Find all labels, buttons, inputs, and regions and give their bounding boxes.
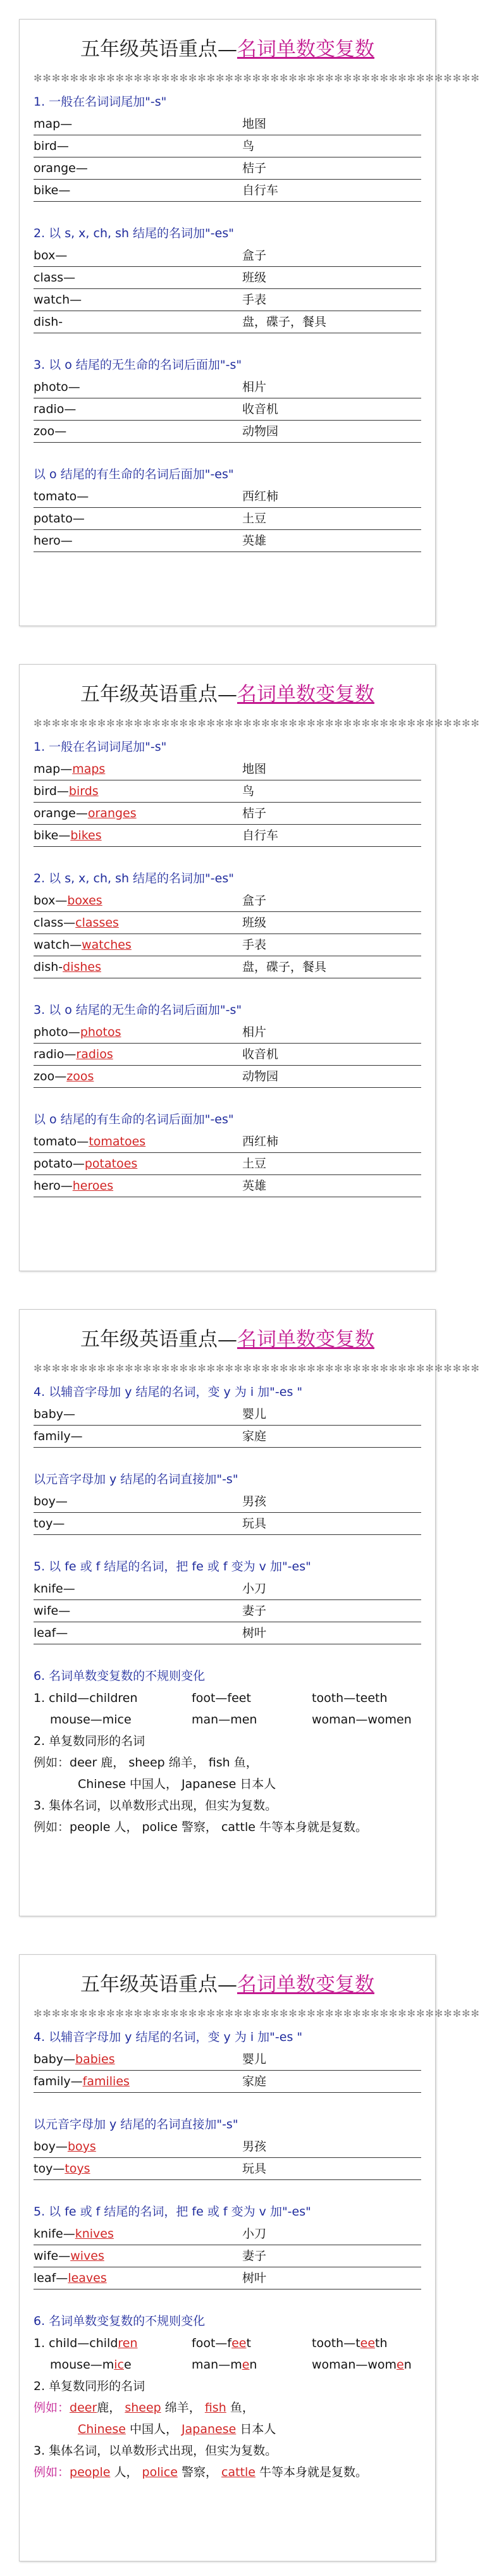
list-item: dish-dishes 盘，碟子，餐具 — [34, 956, 421, 978]
list-item: bird— 鸟 — [34, 135, 421, 157]
list-item: zoo—zoos 动物园 — [34, 1066, 421, 1088]
star-divider: ✻✻✻✻✻✻✻✻✻✻✻✻✻✻✻✻✻✻✻✻✻✻✻✻✻✻✻✻✻✻✻✻✻✻✻✻✻✻✻✻✻✻✻✻✻✻✻✻✻ — [34, 717, 480, 729]
answer: oranges — [87, 806, 137, 820]
example-line: 例如：people 人， police 警察， cattle 牛等本身就是复数。 — [34, 1820, 367, 1834]
star-divider: ✻✻✻✻✻✻✻✻✻✻✻✻✻✻✻✻✻✻✻✻✻✻✻✻✻✻✻✻✻✻✻✻✻✻✻✻✻✻✻✻✻✻✻✻✻✻✻✻✻ — [34, 72, 480, 84]
answer: zoos — [66, 1069, 94, 1083]
section-heading: 3. 以 o 结尾的无生命的名词后面加"-s" — [34, 1003, 242, 1017]
answer: birds — [68, 784, 99, 798]
answer: maps — [72, 762, 106, 776]
list-item: class—classes 班级 — [34, 912, 421, 934]
list-item: watch— 手表 — [34, 289, 421, 311]
section-heading: 4. 以辅音字母加 y 结尾的名词，变 y 为 i 加"-es " — [34, 1385, 303, 1399]
example-line: 例如：people 人， police 警察， cattle 牛等本身就是复数。 — [34, 2465, 368, 2479]
list-item: wife— 妻子 — [34, 1600, 421, 1622]
page-title: 五年级英语重点—名词单数变复数 — [80, 1328, 374, 1351]
answer: boys — [67, 2140, 96, 2154]
irregular-line: 3. 集体名词，以单数形式出现，但实为复数。 — [34, 1799, 278, 1813]
list-item: bike—bikes 自行车 — [34, 825, 421, 847]
example-line: 例如：deer 鹿， sheep 绵羊， fish 鱼， — [34, 1756, 258, 1770]
worksheet-page-2-answers — [19, 1954, 480, 2561]
list-item: toy— 玩具 — [34, 1513, 421, 1535]
worksheet-page-1 — [19, 19, 480, 626]
list-item: orange— 桔子 — [34, 157, 421, 180]
worksheet-page-1-answers — [19, 664, 480, 1271]
section-heading: 1. 一般在名词词尾加"-s" — [34, 740, 167, 754]
section-heading: 1. 一般在名词词尾加"-s" — [34, 95, 167, 109]
page-title: 五年级英语重点—名词单数变复数 — [80, 38, 374, 61]
section-heading: 以元音字母加 y 结尾的名词直接加"-s" — [34, 1472, 238, 1486]
list-item: box— 盒子 — [34, 245, 421, 267]
answer: potatoes — [84, 1157, 138, 1171]
answer: toys — [65, 2162, 90, 2176]
section-heading: 以 o 结尾的有生命的名词后面加"-es" — [34, 467, 234, 481]
irregular-line: mouse—mice man—men woman—women — [50, 2358, 412, 2372]
list-item: bird—birds 鸟 — [34, 780, 421, 803]
list-item: knife—knives 小刀 — [34, 2223, 421, 2245]
list-item: bike— 自行车 — [34, 180, 421, 202]
section-heading: 3. 以 o 结尾的无生命的名词后面加"-s" — [34, 358, 242, 372]
list-item: boy— 男孩 — [34, 1491, 421, 1513]
answer: boxes — [67, 894, 102, 908]
list-item: leaf—leaves 树叶 — [34, 2267, 421, 2289]
list-item: zoo— 动物园 — [34, 421, 421, 443]
answer: photos — [80, 1025, 121, 1039]
list-item: potato— 土豆 — [34, 508, 421, 530]
answer: leaves — [68, 2271, 107, 2285]
list-item: toy—toys 玩具 — [34, 2158, 421, 2180]
answer: tomatoes — [89, 1135, 146, 1149]
answer: babies — [75, 2052, 115, 2066]
list-item: radio—radios 收音机 — [34, 1044, 421, 1066]
example-line: Chinese 中国人， Japanese 日本人 — [78, 1777, 276, 1791]
list-item: tomato—tomatoes 西红柿 — [34, 1131, 421, 1153]
irregular-line: mouse—mice man—men woman—women — [50, 1713, 412, 1727]
section-heading: 6. 名词单数变复数的不规则变化 — [34, 1669, 206, 1683]
worksheet-page-2 — [19, 1309, 480, 1916]
answer: watches — [82, 938, 132, 952]
list-item: baby— 婴儿 — [34, 1403, 421, 1426]
list-item: tomato— 西红柿 — [34, 486, 421, 508]
example-line: Chinese 中国人， Japanese 日本人 — [78, 2422, 276, 2436]
star-divider: ✻✻✻✻✻✻✻✻✻✻✻✻✻✻✻✻✻✻✻✻✻✻✻✻✻✻✻✻✻✻✻✻✻✻✻✻✻✻✻✻✻✻✻✻✻✻✻✻✻ — [34, 2007, 480, 2019]
answer: families — [82, 2074, 130, 2088]
answer: radios — [76, 1047, 113, 1061]
list-item: orange—oranges 桔子 — [34, 803, 421, 825]
section-heading: 6. 名词单数变复数的不规则变化 — [34, 2314, 206, 2328]
answer: heroes — [72, 1179, 114, 1193]
irregular-line: 2. 单复数同形的名词 — [34, 1734, 145, 1748]
list-item: family— 家庭 — [34, 1426, 421, 1448]
list-item: map— 地图 — [34, 113, 421, 135]
section-heading: 5. 以 fe 或 f 结尾的名词，把 fe 或 f 变为 v 加"-es" — [34, 1560, 311, 1574]
list-item: potato—potatoes 土豆 — [34, 1153, 421, 1175]
list-item: radio— 收音机 — [34, 398, 421, 421]
list-item: wife—wives 妻子 — [34, 2245, 421, 2267]
list-item: map—maps 地图 — [34, 758, 421, 780]
example-line: 例如：deer鹿， sheep 绵羊， fish 鱼， — [34, 2401, 254, 2415]
list-item: family—families 家庭 — [34, 2071, 421, 2093]
list-item: class— 班级 — [34, 267, 421, 289]
list-item: boy—boys 男孩 — [34, 2136, 421, 2158]
answer: dishes — [63, 960, 102, 974]
section-heading: 2. 以 s, x, ch, sh 结尾的名词加"-es" — [34, 872, 234, 885]
list-item: box—boxes 盒子 — [34, 890, 421, 912]
page-title: 五年级英语重点—名词单数变复数 — [80, 683, 374, 706]
list-item: leaf— 树叶 — [34, 1622, 421, 1644]
list-item: photo—photos 相片 — [34, 1021, 421, 1044]
answer: bikes — [70, 829, 102, 842]
list-item: photo— 相片 — [34, 376, 421, 398]
list-item: hero—heroes 英雄 — [34, 1175, 421, 1197]
section-heading: 4. 以辅音字母加 y 结尾的名词，变 y 为 i 加"-es " — [34, 2030, 303, 2044]
irregular-line: 1. child—children foot—feet tooth—teeth — [34, 1691, 388, 1705]
list-item: watch—watches 手表 — [34, 934, 421, 956]
irregular-line: 2. 单复数同形的名词 — [34, 2379, 145, 2393]
star-divider: ✻✻✻✻✻✻✻✻✻✻✻✻✻✻✻✻✻✻✻✻✻✻✻✻✻✻✻✻✻✻✻✻✻✻✻✻✻✻✻✻✻✻✻✻✻✻✻✻✻ — [34, 1362, 480, 1374]
list-item: dish- 盘，碟子，餐具 — [34, 311, 421, 333]
page-title: 五年级英语重点—名词单数变复数 — [80, 1973, 374, 1996]
answer: classes — [75, 916, 119, 930]
answer: wives — [70, 2249, 104, 2263]
irregular-line: 3. 集体名词，以单数形式出现，但实为复数。 — [34, 2444, 278, 2458]
list-item: baby—babies 婴儿 — [34, 2049, 421, 2071]
answer: knives — [75, 2227, 114, 2241]
irregular-line: 1. child—children foot—feet tooth—teeth — [34, 2336, 388, 2350]
section-heading: 以 o 结尾的有生命的名词后面加"-es" — [34, 1112, 234, 1126]
list-item: hero— 英雄 — [34, 530, 421, 552]
section-heading: 以元音字母加 y 结尾的名词直接加"-s" — [34, 2117, 238, 2131]
section-heading: 5. 以 fe 或 f 结尾的名词，把 fe 或 f 变为 v 加"-es" — [34, 2205, 311, 2219]
section-heading: 2. 以 s, x, ch, sh 结尾的名词加"-es" — [34, 226, 234, 240]
list-item: knife— 小刀 — [34, 1578, 421, 1600]
